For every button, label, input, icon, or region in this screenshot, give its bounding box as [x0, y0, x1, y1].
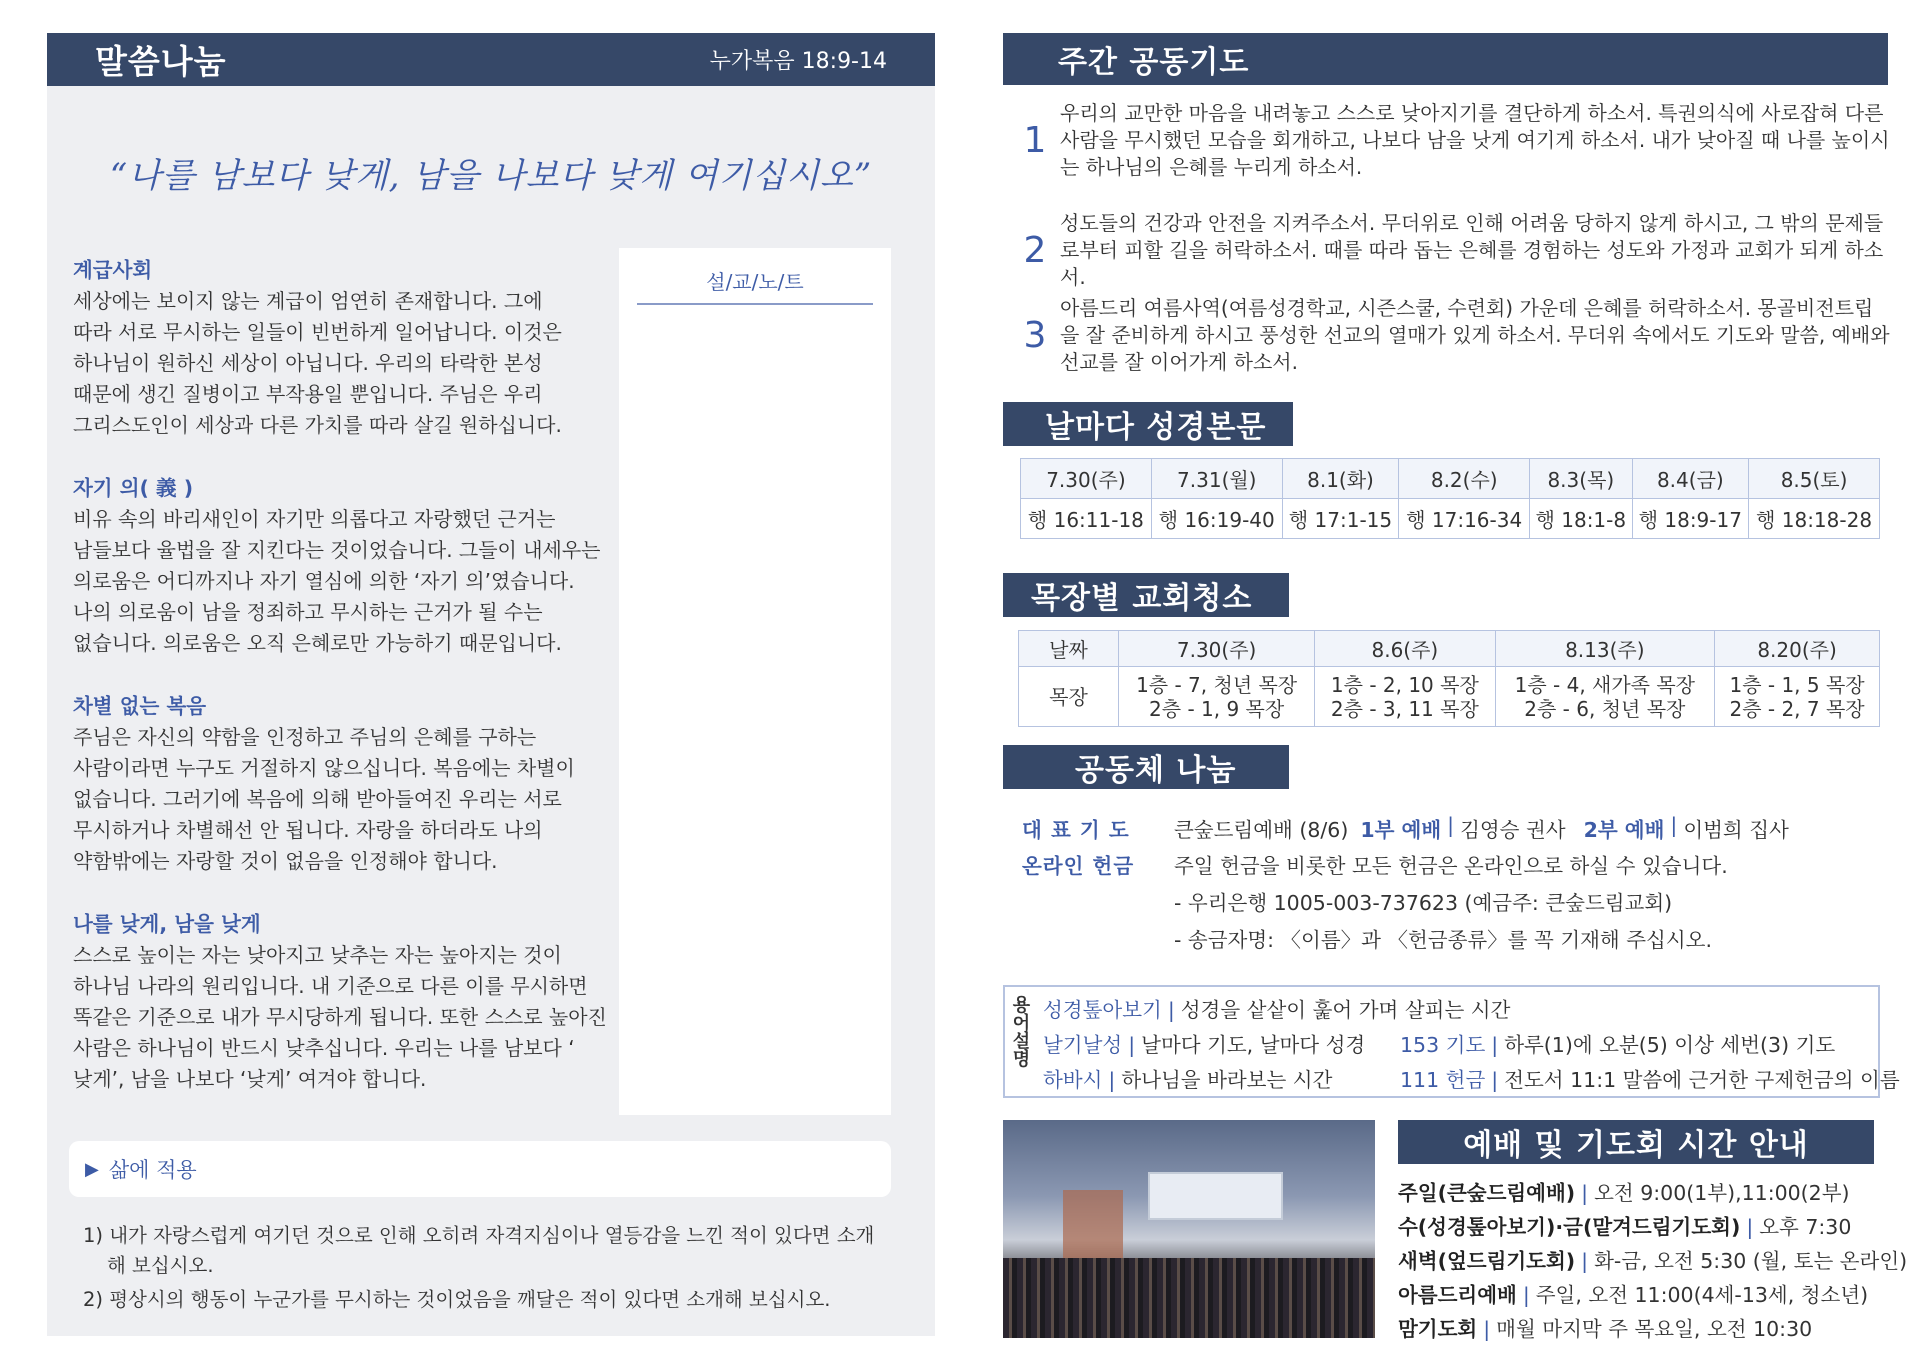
cell-line: 1층 - 2, 10 목장: [1330, 672, 1479, 697]
online-offering-text: 주일 헌금을 비롯한 모든 헌금은 온라인으로 하실 수 있습니다.: [1174, 854, 1728, 878]
glossary-item: 153 기도 | 하루(1)에 오분(5) 이상 세번(3) 기도: [1400, 1033, 1836, 1057]
weekly-prayer-header: [1003, 33, 1888, 85]
glossary-term: 하바시: [1043, 1068, 1103, 1092]
application-questions: [83, 1221, 883, 1319]
table-row: [1021, 459, 1880, 499]
sermon-notes-box[interactable]: [619, 248, 891, 1115]
sender-note: [1174, 923, 1712, 953]
worship-time: 주일, 오전 11:00(4세-13세, 청소년): [1535, 1283, 1869, 1307]
table-cell: 행 16:11-18: [1021, 499, 1152, 539]
representative-prayer-row: 대 표 기 도 큰숲드림예배 (8/6) 1부 예배 | 김영승 권사 2부 예배 | 이범희 집사: [1022, 813, 1789, 842]
cell-line: 2층 - 1, 9 목장: [1149, 696, 1285, 721]
worship-name: 주일(큰숲드림예배): [1398, 1181, 1576, 1205]
table-cell: [1119, 667, 1315, 727]
worship-time: 오후 7:30: [1759, 1215, 1852, 1239]
crowd: [1003, 1258, 1375, 1338]
article-body: 비유 속의 바리새인이 자기만 의롭다고 자랑했던 근거는 남들보다 율법을 잘 지킨다는 것이었습니다. 그들이 내세우는 의로움은 어디까지나 자기 열심에 의한 ‘자기 의’였습니다. 나의 의로움이 남을 정죄하고 무시하는 근거가 될 수는 없습니다. 의로움은 오직 은혜로만 가능하기 때문입니다.: [73, 507, 601, 655]
apply-to-life-bar: [69, 1141, 891, 1197]
glossary-label-text: 용어설명: [1009, 995, 1031, 1067]
daily-bible-header: [1003, 402, 1293, 446]
worship-item: 새벽(엎드림기도회) | 화-금, 오전 5:30 (월, 토는 온라인): [1398, 1249, 1908, 1273]
article-body: 주님은 자신의 약함을 인정하고 주님의 은혜를 구하는 사람이라면 누구도 거절하지 않으십니다. 복음에는 차별이 없습니다. 그러기에 복음에 의해 받아들여진 우리는 서로 무시하거나 차별해선 안 됩니다. 자랑을 하더라도 나의 약함밖에는 자랑할 것이 없음을 인정해야 합니다.: [73, 725, 575, 873]
cell-line: 1층 - 7, 청년 목장: [1136, 672, 1298, 697]
cleaning-table: [1018, 630, 1880, 727]
table-cell: 목장: [1019, 667, 1119, 727]
table-cell: 7.30(주): [1119, 631, 1315, 667]
worship-time: 매월 마지막 주 목요일, 오전 10:30: [1496, 1317, 1813, 1341]
table-cell: [1495, 667, 1715, 727]
prayer-number: 1: [1023, 120, 1047, 161]
table-cell: 8.2(수): [1399, 459, 1530, 499]
glossary-item: 하바시 | 하나님을 바라보는 시간: [1043, 1068, 1333, 1092]
bank-account: [1174, 886, 1672, 916]
table-cell: 8.1(화): [1282, 459, 1399, 499]
bank-account-text: - 우리은행 1005-003-737623 (예금주: 큰숲드림교회): [1174, 891, 1673, 915]
table-row: [1019, 631, 1880, 667]
glossary-def: 전도서 11:1 말씀에 근거한 구제헌금의 이름: [1504, 1068, 1900, 1092]
worship-time: 오전 9:00(1부),11:00(2부): [1594, 1181, 1850, 1205]
worship-name: 아름드리예배: [1398, 1283, 1517, 1307]
community-header: [1003, 745, 1289, 789]
table-cell: 행 18:18-28: [1749, 499, 1880, 539]
play-triangle-icon: ▶: [85, 1158, 99, 1180]
article-title: 계급사회: [73, 258, 153, 282]
glossary-item: 성경톺아보기 | 성경을 샅샅이 훑어 가며 살피는 시간: [1043, 998, 1511, 1022]
first-service-label: 1부 예배: [1360, 818, 1442, 842]
second-service-label: 2부 예배: [1583, 818, 1665, 842]
article-body: 세상에는 보이지 않는 계급이 엄연히 존재합니다. 그에 따라 서로 무시하는 일들이 빈번하게 일어납니다. 이것은 하나님이 원하신 세상이 아닙니다. 우리의 타락한 본성 때문에 생긴 질병이고 부작용일 뿐입니다. 주님은 우리 그리스도인이 세상과 다른 가치를 따라 살길 원하십니다.: [73, 289, 562, 437]
glossary-box: [1003, 985, 1900, 1098]
daily-bible-table: [1020, 458, 1880, 539]
prayer-text: 아름드리 여름사역(여름성경학교, 시즌스쿨, 수련회) 가운데 은혜를 허락하소서. 몽골비전트립을 잘 준비하게 하시고 풍성한 선교의 열매가 있게 하소서. 무더위 속에서도 기도와 말씀, 예배와 선교를 잘 이어가게 하소서.: [1060, 296, 1890, 374]
glossary-def: 하루(1)에 오분(5) 이상 세번(3) 기도: [1504, 1033, 1836, 1057]
glossary-item: 날기날성 | 날마다 기도, 날마다 성경: [1043, 1033, 1366, 1057]
glossary-term: 성경톺아보기: [1043, 998, 1162, 1022]
article-body: 스스로 높이는 자는 낮아지고 낮추는 자는 높아지는 것이 하나님 나라의 원리입니다. 내 기준으로 다른 이를 무시하면 똑같은 기준으로 내가 무시당하게 됩니다. 또한 스스로 높아진 사람은 하나님이 반드시 낮추십니다. 우리는 나를 남보다 ‘ 낮게’, 남을 나보다 ‘낮게’ 여겨야 합니다.: [73, 943, 607, 1091]
worship-times-title: 예배 및 기도회 시간 안내: [1463, 1128, 1809, 1163]
prayer-service: 큰숲드림예배 (8/6): [1174, 818, 1349, 842]
sermon-title: 말씀나눔: [95, 42, 227, 81]
worship-name: 수(성경톺아보기)·금(맡겨드림기도회): [1398, 1215, 1741, 1239]
table-cell: 8.20(주): [1715, 631, 1880, 667]
table-cell: 행 18:9-17: [1632, 499, 1749, 539]
table-row: [1019, 667, 1880, 727]
prayer-item: [1010, 100, 1890, 181]
sermon-notes-label: 설/교/노/트: [637, 266, 873, 305]
sender-note-text: - 송금자명: 〈이름〉과 〈헌금종류〉를 꼭 기재해 주십시오.: [1174, 928, 1712, 952]
article-title: 자기 의( 義 ): [73, 476, 194, 500]
prayer-text: 성도들의 건강과 안전을 지켜주소서. 무더위로 인해 어려움 당하지 않게 하시고, 그 밖의 문제들로부터 피할 길을 허락하소서. 때를 따라 돕는 은혜를 경험하는 성도와 가정과 교회가 되게 하소서.: [1060, 211, 1884, 289]
worship-time: 화-금, 오전 5:30 (월, 토는 온라인): [1594, 1249, 1908, 1273]
table-cell: 행 16:19-40: [1151, 499, 1282, 539]
table-cell: 8.5(토): [1749, 459, 1880, 499]
glossary-term: 111 헌금: [1400, 1068, 1486, 1092]
online-offering-label: 온라인 헌금: [1022, 854, 1135, 878]
online-offering-row: [1022, 849, 1728, 879]
worship-item: 수(성경톺아보기)·금(맡겨드림기도회) | 오후 7:30: [1398, 1215, 1852, 1239]
article: [73, 689, 643, 877]
table-cell: 행 18:1-8: [1530, 499, 1632, 539]
apply-label: 삶에 적용: [108, 1158, 197, 1182]
cleaning-title: 목장별 교회청소: [1031, 581, 1253, 616]
prayer-number: 2: [1023, 230, 1047, 271]
article-title: 나를 낮게, 남을 낮게: [73, 912, 261, 936]
table-cell: 8.4(금): [1632, 459, 1749, 499]
question-item: 2) 평상시의 행동이 누군가를 무시하는 것이었음을 깨달은 적이 있다면 소개해 보십시오.: [83, 1288, 831, 1311]
article: [73, 471, 643, 659]
prayer-text: 우리의 교만한 마음을 내려놓고 스스로 낮아지기를 결단하게 하소서. 특권의식에 사로잡혀 다른 사람을 무시했던 모습을 회개하고, 나보다 남을 낫게 여기게 하소서. 내가 낮아질 때 나를 높이시는 하나님의 은혜를 누리게 하소서.: [1060, 101, 1890, 179]
sermon-quote: “나를 남보다 낮게, 남을 나보다 낮게 여기십시오”: [109, 156, 873, 196]
first-service-person: 김영승 권사: [1460, 818, 1566, 842]
second-service-person: 이범희 집사: [1683, 818, 1789, 842]
weekly-prayer-title: 주간 공동기도: [1058, 45, 1250, 80]
sermon-panel: [47, 33, 935, 1336]
cell-line: 2층 - 2, 7 목장: [1729, 696, 1865, 721]
table-cell: 8.6(주): [1315, 631, 1495, 667]
table-cell: 8.13(주): [1495, 631, 1715, 667]
table-cell: 7.31(월): [1151, 459, 1282, 499]
cell-line: 1층 - 4, 새가족 목장: [1514, 672, 1695, 697]
worship-name: 새벽(엎드림기도회): [1398, 1249, 1576, 1273]
article: [73, 907, 643, 1095]
prayer-number: 3: [1023, 315, 1047, 356]
wall-banner: [1063, 1190, 1123, 1260]
glossary-def: 성경을 샅샅이 훑어 가며 살피는 시간: [1180, 998, 1511, 1022]
table-cell: 7.30(주): [1021, 459, 1152, 499]
question-item: 1) 내가 자랑스럽게 여기던 것으로 인해 오히려 자격지심이나 열등감을 느낀 적이 있다면 소개해 보십시오.: [83, 1224, 875, 1277]
article: [73, 253, 643, 441]
congregation-photo: [1003, 1120, 1375, 1338]
community-title: 공동체 나눔: [1075, 753, 1237, 788]
projection-screen: [1148, 1172, 1283, 1220]
sermon-header: [47, 33, 935, 86]
table-row: [1021, 499, 1880, 539]
glossary-term: 날기날성: [1043, 1033, 1123, 1057]
table-cell: [1315, 667, 1495, 727]
sermon-articles: [73, 253, 643, 1125]
table-cell: 8.3(목): [1530, 459, 1632, 499]
table-cell: 날짜: [1019, 631, 1119, 667]
table-cell: 행 17:1-15: [1282, 499, 1399, 539]
worship-item: 아름드리예배 | 주일, 오전 11:00(4세-13세, 청소년): [1398, 1283, 1869, 1307]
prayer-item: [1010, 295, 1890, 376]
worship-item: 맘기도회 | 매월 마지막 주 목요일, 오전 10:30: [1398, 1317, 1813, 1341]
cell-line: 2층 - 6, 청년 목장: [1524, 696, 1686, 721]
glossary-term: 153 기도: [1400, 1033, 1486, 1057]
daily-bible-title: 날마다 성경본문: [1045, 410, 1267, 445]
glossary-item: 111 헌금 | 전도서 11:1 말씀에 근거한 구제헌금의 이름: [1400, 1068, 1900, 1092]
worship-times-header: [1398, 1120, 1874, 1164]
table-cell: 행 17:16-34: [1399, 499, 1530, 539]
glossary-def: 하나님을 바라보는 시간: [1121, 1068, 1333, 1092]
cell-line: 2층 - 3, 11 목장: [1330, 696, 1479, 721]
glossary-label: [1009, 995, 1031, 1071]
scripture-reference: 누가복음 18:9-14: [709, 49, 887, 74]
prayer-item: [1010, 210, 1890, 291]
cell-line: 1층 - 1, 5 목장: [1729, 672, 1865, 697]
article-title: 차별 없는 복음: [73, 694, 207, 718]
glossary-def: 날마다 기도, 날마다 성경: [1141, 1033, 1366, 1057]
table-cell: [1715, 667, 1880, 727]
cleaning-header: [1003, 573, 1289, 617]
worship-name: 맘기도회: [1398, 1317, 1478, 1341]
worship-item: 주일(큰숲드림예배) | 오전 9:00(1부),11:00(2부): [1398, 1181, 1850, 1205]
representative-prayer-label: 대 표 기 도: [1022, 818, 1130, 842]
